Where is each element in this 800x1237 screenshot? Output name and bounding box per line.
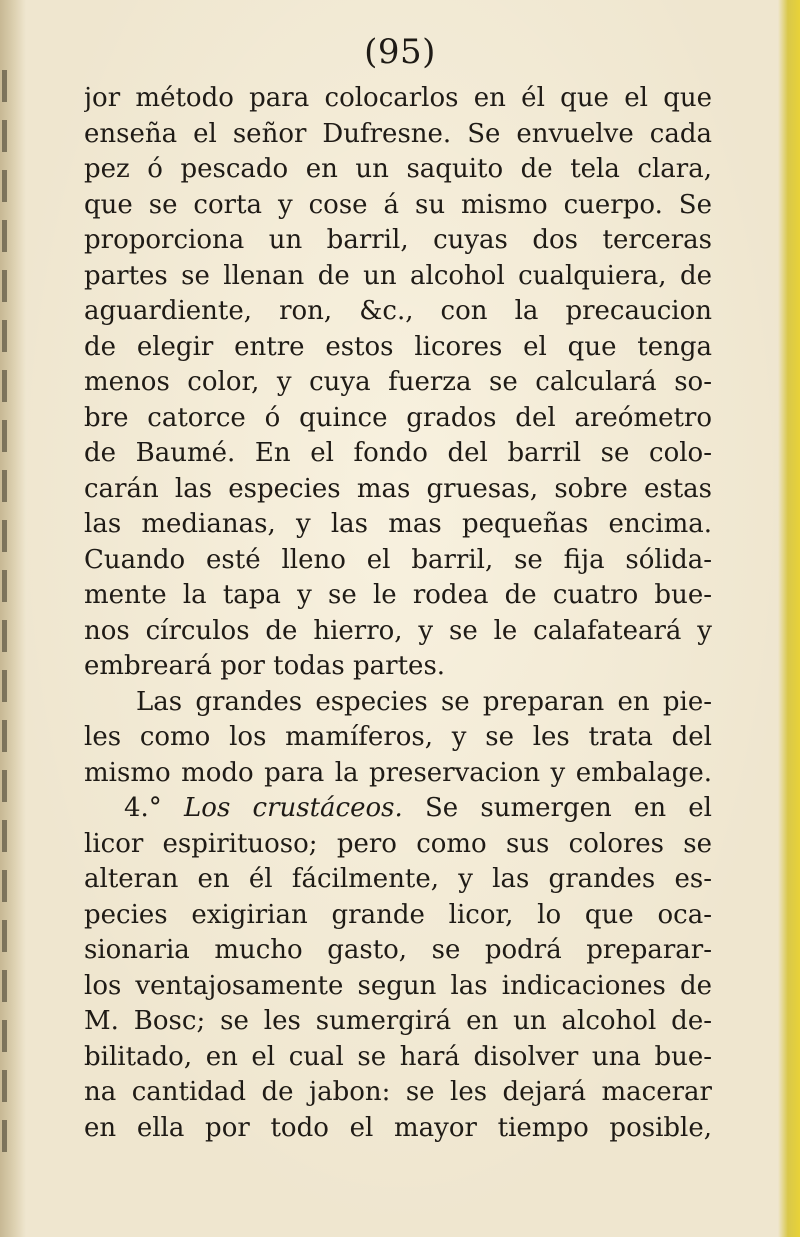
text-line: jor método para colocarlos en él que el que (84, 83, 712, 113)
text-line: na cantidad de jabon: se les dejará macerar (84, 1077, 712, 1107)
body-text (84, 81, 712, 1146)
text-line: las medianas, y las mas pequeñas encima. (84, 509, 712, 539)
text-line: enseña el señor Dufresne. Se envuelve cada (84, 118, 712, 149)
text-line: de elegir entre estos licores el que tenga (84, 331, 712, 362)
text-line: mismo modo para la preservacion y embalage. (84, 757, 712, 788)
text-line: menos color, y cuya fuerza se calculará so- (84, 367, 712, 397)
text-line: pez ó pescado en un saquito de tela clara, (84, 154, 712, 184)
text-line: licor espirituoso; pero como sus colores se (84, 828, 712, 859)
section-heading-line (84, 791, 712, 827)
text-line: que se corta y cose á su mismo cuerpo. Se (84, 189, 712, 220)
text-line: M. Bosc; se les sumergirá en un alcohol de- (84, 1006, 712, 1036)
section-number: 4.° (124, 793, 162, 823)
text-line: pecies exigirian grande licor, lo que oca- (84, 899, 712, 930)
text-line: bre catorce ó quince grados del areómetro (84, 402, 712, 433)
page-edge-strip (778, 0, 800, 1237)
text-line: aguardiente, ron, &c., con la precaucion (84, 296, 712, 326)
text-line: alteran en él fácilmente, y las grandes es- (84, 864, 712, 894)
page-number: (95) (364, 32, 436, 72)
text-line: les como los mamíferos, y se les trata del (84, 722, 712, 752)
bleed-through-marks (2, 70, 14, 1210)
text-line: en ella por todo el mayor tiempo posible, (84, 1112, 712, 1143)
text-line: carán las especies mas gruesas, sobre estas (84, 473, 712, 504)
text-line: de Baumé. En el fondo del barril se colo- (84, 438, 712, 468)
text-line: Las grandes especies se preparan en pie- (136, 686, 712, 717)
text-line: nos círculos de hierro, y se le calafateará y (84, 615, 712, 646)
text-line: proporciona un barril, cuyas dos terceras (84, 225, 712, 255)
section-title: Los crustáceos. (184, 793, 403, 823)
text-line: mente la tapa y se le rodea de cuatro bue- (84, 580, 712, 610)
text-line: los ventajosamente segun las indicaciones de (84, 970, 712, 1001)
text-fragment: Se sumergen en el (424, 793, 712, 823)
text-line: sionaria mucho gasto, se podrá preparar- (84, 935, 712, 965)
text-line: Cuando esté lleno el barril, se fija sólida- (84, 544, 712, 575)
text-line: partes se llenan de un alcohol cualquiera, de (84, 260, 712, 291)
text-line: embreará por todas partes. (84, 651, 446, 681)
text-line: bilitado, en el cual se hará disolver una bue- (84, 1041, 712, 1072)
